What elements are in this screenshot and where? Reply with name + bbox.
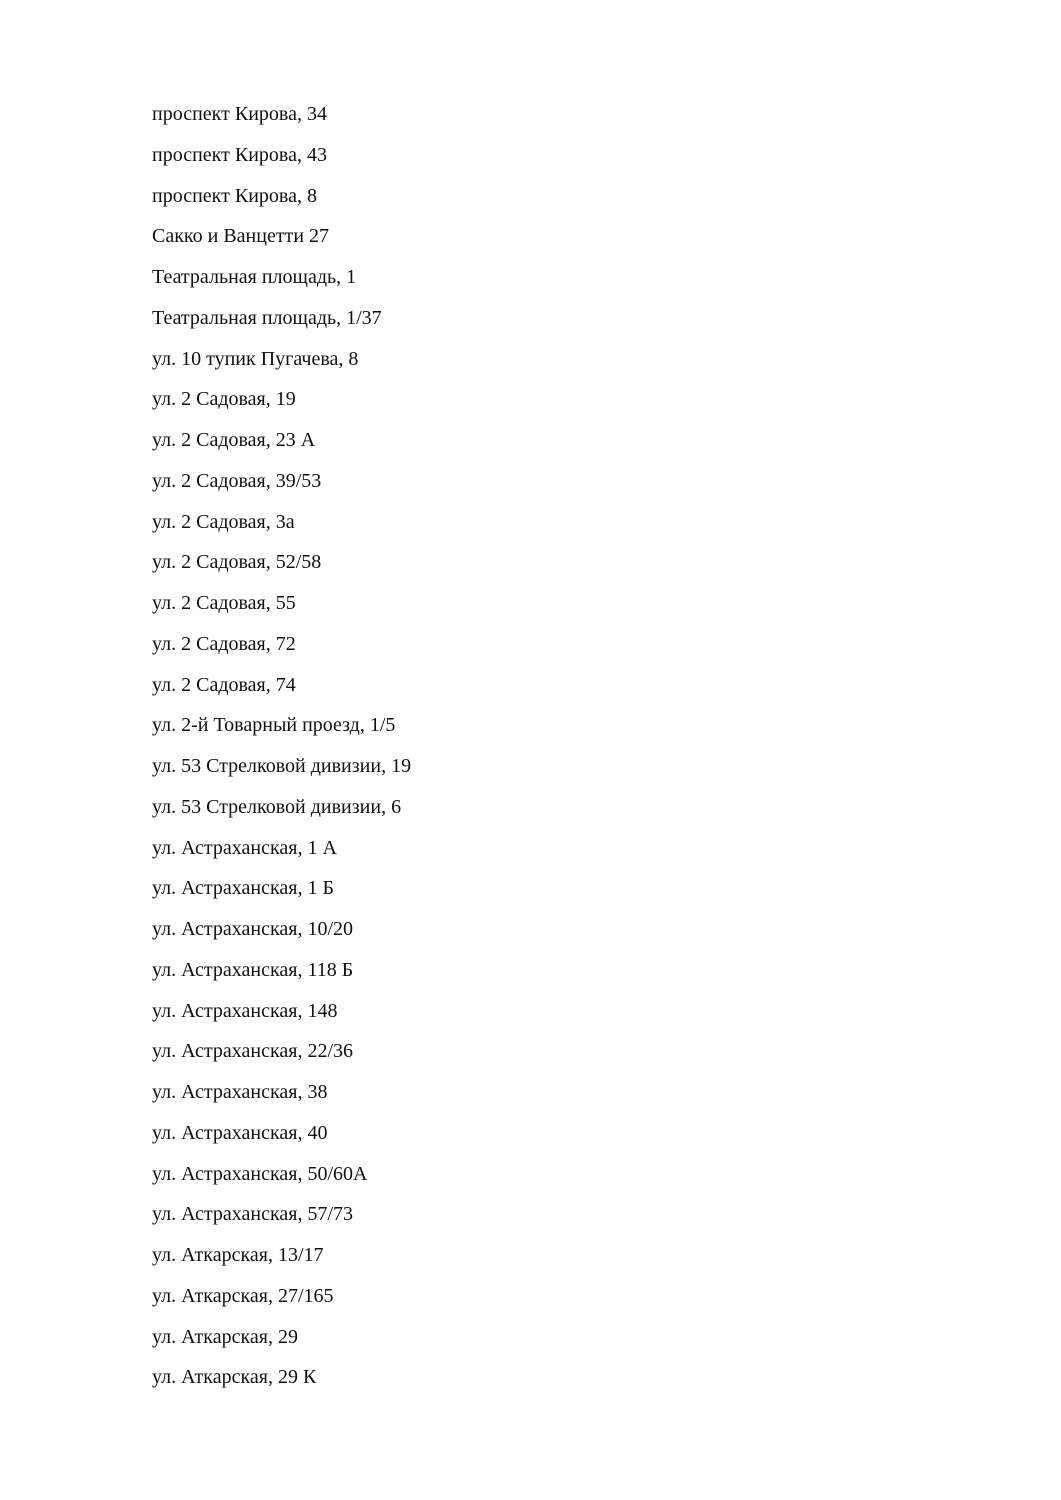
address-item: ул. 2 Садовая, 19 [152, 388, 296, 411]
address-item: проспект Кирова, 8 [152, 184, 317, 207]
address-item: ул. 10 тупик Пугачева, 8 [152, 347, 359, 370]
address-item: ул. 53 Стрелковой дивизии, 6 [152, 795, 402, 818]
address-list [152, 98, 411, 1402]
address-item: ул. Аткарская, 13/17 [152, 1244, 324, 1266]
address-item: ул. Астраханская, 148 [152, 999, 338, 1022]
address-item: ул. Аткарская, 29 К [152, 1366, 317, 1389]
address-item: ул. 2 Садовая, 39/53 [152, 469, 322, 492]
address-item: ул. 2 Садовая, 52/58 [152, 551, 322, 574]
address-item: проспект Кирова, 43 [152, 143, 327, 166]
address-item: ул. 2 Садовая, 3а [152, 510, 295, 533]
address-item: Театральная площадь, 1/37 [152, 306, 382, 329]
address-item: ул. Астраханская, 57/73 [152, 1203, 354, 1226]
address-item: ул. Астраханская, 1 Б [152, 877, 334, 900]
address-item: ул. 2 Садовая, 74 [152, 673, 296, 696]
address-item: Сакко и Ванцетти 27 [152, 225, 330, 248]
address-item: ул. Аткарская, 29 [152, 1325, 298, 1348]
address-item: ул. Аткарская, 27/165 [152, 1284, 334, 1307]
address-item: ул. 2 Садовая, 23 А [152, 429, 316, 451]
address-item: Театральная площадь, 1 [152, 266, 357, 288]
address-item: ул. 2 Садовая, 55 [152, 592, 296, 614]
address-item: ул. 2-й Товарный проезд, 1/5 [152, 714, 396, 737]
address-item: ул. 53 Стрелковой дивизии, 19 [152, 755, 412, 777]
address-item: ул. Астраханская, 38 [152, 1081, 328, 1103]
address-item: ул. 2 Садовая, 72 [152, 632, 296, 655]
address-item: проспект Кирова, 34 [152, 103, 327, 125]
address-item: ул. Астраханская, 10/20 [152, 918, 354, 940]
address-item: ул. Астраханская, 22/36 [152, 1040, 354, 1063]
address-item: ул. Астраханская, 40 [152, 1121, 328, 1144]
address-item: ул. Астраханская, 118 Б [152, 958, 354, 981]
address-item: ул. Астраханская, 1 А [152, 836, 337, 859]
address-item: ул. Астраханская, 50/60А [152, 1162, 368, 1185]
